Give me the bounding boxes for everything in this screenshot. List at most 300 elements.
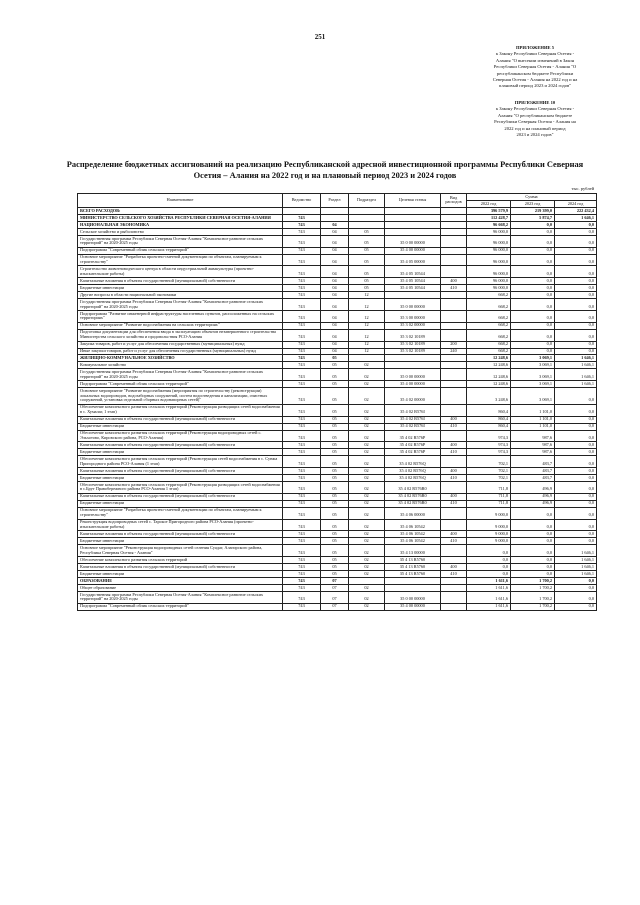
cell-2024: 0,0 [555,416,597,423]
cell-cs: 35 4 05 00000 [385,254,441,266]
cell-name: Обеспечение комплексного развития сельских территорий (Реконструкция сетей водоснабжения в с. Сунжа Пригородного района РСО-Алания (1 этап) [78,456,283,468]
cell-podrazdel: 02 [349,475,385,482]
cell-2024: 0,0 [555,475,597,482]
cell-2023: 987,6 [511,442,555,449]
appendix-line: плановый период 2023 и 2024 годов" [498,83,572,89]
cell-2022: 668,2 [467,299,511,311]
cell-ved: 743 [283,430,321,442]
table-row [78,404,597,416]
cell-ved [283,207,321,214]
cell-ved: 743 [283,449,321,456]
cell-2024: 0,0 [555,235,597,247]
appendix-line: Республики Северная Осетия - Алания на [494,119,576,125]
cell-razdel: 04 [321,348,349,355]
cell-cs: 35 3 02 00000 [385,322,441,329]
cell-2024: 1 646,1 [555,214,597,221]
cell-2022: 0,0 [467,564,511,571]
table-row [78,592,597,604]
appendix-5-header [470,45,600,90]
cell-2024: 0,0 [555,430,597,442]
cell-2022: 3 248,6 [467,388,511,405]
cell-2022: 702,1 [467,468,511,475]
table-row [78,329,597,341]
cell-name: Государственная программа Республики Северная Осетия-Алания "Комплексное развитие сельских территорий" на 2020-2025 годы [78,299,283,311]
col-rz-header: Раздел [321,194,349,208]
appendix-line: 2023 и 2024 годов" [516,132,554,138]
cell-vr [441,310,467,322]
cell-2023: 0,0 [511,519,555,531]
cell-cs: 35 4 06 10542 [385,531,441,538]
cell-cs: 35 4 02 R576R0 [385,493,441,500]
appendix-line: к Закону Республики Северная Осетия - [495,51,575,57]
cell-name: МИНИСТЕРСТВО СЕЛЬСКОГО ХОЗЯЙСТВА РЕСПУБЛИКИ СЕВЕРНАЯ ОСЕТИЯ-АЛАНИЯ [78,214,283,221]
cell-vr [441,266,467,278]
cell-2024: 0,0 [555,292,597,299]
cell-vr [441,482,467,494]
col-2023-header: 2023 год [511,200,555,207]
cell-razdel: 07 [321,585,349,592]
cell-cs: 35 4 02 R576P [385,430,441,442]
appendix-line: Северная Осетия - Алания на 2022 год и на [492,77,578,83]
cell-2024: 0,0 [555,341,597,348]
cell-razdel: 04 [321,278,349,285]
table-row [78,507,597,519]
cell-ved: 743 [283,292,321,299]
cell-2024: 0,0 [555,531,597,538]
cell-podrazdel: 12 [349,348,385,355]
cell-name: Капитальные вложения в объекты государственной (муниципальной) собственности [78,278,283,285]
cell-ved: 743 [283,254,321,266]
cell-2024: 0,0 [555,449,597,456]
cell-name: Коммунальное хозяйство [78,362,283,369]
table-row [78,355,597,362]
cell-2023: 987,6 [511,430,555,442]
cell-2022: 711,8 [467,500,511,507]
cell-cs: 35 3 02 10189 [385,348,441,355]
cell-name: Капитальные вложения в объекты государственной (муниципальной) собственности [78,416,283,423]
cell-ved: 743 [283,578,321,585]
cell-cs: 35 4 00 00000 [385,603,441,610]
cell-razdel: 05 [321,362,349,369]
cell-razdel: 05 [321,404,349,416]
cell-2022: 12 248,6 [467,381,511,388]
cell-2022: 96 000,0 [467,278,511,285]
cell-ved: 743 [283,456,321,468]
cell-2024: 0,0 [555,299,597,311]
cell-2023: 1 700,2 [511,592,555,604]
cell-2023: 483,7 [511,468,555,475]
cell-ved: 743 [283,214,321,221]
cell-name: Сельское хозяйство и рыболовство [78,228,283,235]
cell-podrazdel: 02 [349,404,385,416]
cell-podrazdel: 12 [349,310,385,322]
cell-cs: 35 4 05 10544 [385,285,441,292]
table-row [78,603,597,610]
cell-razdel: 04 [321,221,349,228]
cell-vr: 410 [441,571,467,578]
cell-vr: 400 [441,493,467,500]
cell-razdel: 05 [321,564,349,571]
cell-name: Капитальные вложения в объекты государственной (муниципальной) собственности [78,564,283,571]
table-row [78,381,597,388]
cell-2023: 0,0 [511,507,555,519]
cell-podrazdel [349,578,385,585]
cell-2024: 0,0 [555,322,597,329]
cell-2024: 0,0 [555,278,597,285]
cell-podrazdel: 02 [349,449,385,456]
cell-podrazdel: 02 [349,585,385,592]
cell-2023: 0,0 [511,322,555,329]
cell-razdel: 05 [321,493,349,500]
cell-2024: 0,0 [555,482,597,494]
cell-2022: 668,2 [467,292,511,299]
table-row [78,247,597,254]
cell-podrazdel: 02 [349,564,385,571]
cell-ved: 743 [283,404,321,416]
cell-ved: 743 [283,585,321,592]
cell-razdel: 05 [321,381,349,388]
table-row [78,456,597,468]
cell-razdel: 04 [321,235,349,247]
cell-2022: 668,2 [467,341,511,348]
appendix-line: Республики Северная Осетия - Алания "О [493,64,577,70]
table-row [78,482,597,494]
cell-2022: 1 611,6 [467,592,511,604]
cell-cs: 35 4 02 R576Q [385,456,441,468]
cell-2023: 0,0 [511,571,555,578]
cell-2022: 96 668,2 [467,221,511,228]
cell-podrazdel: 02 [349,381,385,388]
appendix-line: республиканском бюджете Республики [496,70,574,76]
cell-razdel: 05 [321,456,349,468]
cell-name: Основное мероприятие "Развитие водоснабжения на сельских территориях" [78,322,283,329]
cell-2022: 396 579,9 [467,207,511,214]
cell-razdel: 05 [321,482,349,494]
cell-2023: 0,0 [511,235,555,247]
cell-ved: 743 [283,531,321,538]
appendix-line: 2022 год и на плановый период [504,125,566,131]
cell-razdel: 05 [321,449,349,456]
cell-ved: 743 [283,228,321,235]
table-row [78,468,597,475]
cell-2022: 1 611,6 [467,578,511,585]
cell-2023: 0,0 [511,247,555,254]
cell-razdel: 04 [321,254,349,266]
appendix-line: Алания "О республиканском бюджете [497,112,573,118]
cell-2022: 9 000,0 [467,531,511,538]
cell-razdel: 04 [321,228,349,235]
table-row [78,266,597,278]
cell-name: Обеспечение комплексного развития сельских территорий [78,557,283,564]
cell-vr [441,355,467,362]
cell-razdel: 05 [321,538,349,545]
cell-ved: 743 [283,381,321,388]
cell-podrazdel: 02 [349,416,385,423]
cell-name: Закупка товаров, работ и услуг для обеспечения государственных (муниципальных) нужд [78,341,283,348]
cell-cs: 35 4 02 R576P [385,449,441,456]
cell-ved: 743 [283,266,321,278]
cell-2024: 1 646,1 [555,571,597,578]
cell-ved: 743 [283,362,321,369]
cell-cs [385,214,441,221]
cell-podrazdel: 05 [349,254,385,266]
cell-podrazdel: 05 [349,285,385,292]
cell-podrazdel: 02 [349,456,385,468]
table-row [78,348,597,355]
cell-podrazdel: 12 [349,299,385,311]
cell-2024: 0,0 [555,266,597,278]
cell-ved: 743 [283,299,321,311]
cell-2022: 860,4 [467,423,511,430]
cell-razdel: 04 [321,247,349,254]
cell-vr: 410 [441,475,467,482]
cell-razdel: 05 [321,369,349,381]
cell-ved: 743 [283,468,321,475]
cell-cs: 35 0 00 00000 [385,369,441,381]
cell-vr [441,254,467,266]
cell-ved: 743 [283,564,321,571]
table-row [78,221,597,228]
cell-2024: 1 646,1 [555,545,597,557]
cell-2022: 1 611,6 [467,585,511,592]
units-label: тыс. рублей [571,186,594,191]
cell-name: Обеспечение комплексного развития сельских территорий (Реконструкция разводящих сетей водоснабжения в с.Брут Правобережного района РСО-Алания 1 этап) [78,482,283,494]
cell-2023: 496,9 [511,500,555,507]
cell-razdel: 05 [321,468,349,475]
cell-2023: 3 069,1 [511,388,555,405]
cell-podrazdel: 05 [349,247,385,254]
cell-2022: 702,1 [467,456,511,468]
cell-name: Иные закупки товаров, работ и услуг для обеспечения государственных (муниципальных) нужд [78,348,283,355]
cell-name: Другие вопросы в области национальной экономики [78,292,283,299]
cell-razdel: 05 [321,442,349,449]
cell-ved: 743 [283,423,321,430]
cell-2024: 0,0 [555,603,597,610]
cell-2022: 12 248,6 [467,355,511,362]
cell-2022: 96 000,0 [467,228,511,235]
cell-2022: 96 000,0 [467,285,511,292]
cell-2023: 496,9 [511,493,555,500]
cell-2024: 0,0 [555,507,597,519]
cell-razdel [321,214,349,221]
cell-vr [441,299,467,311]
cell-2024: 0,0 [555,228,597,235]
cell-cs: 35 4 13 R5760 [385,557,441,564]
cell-2022: 9 000,0 [467,538,511,545]
cell-vr [441,507,467,519]
cell-vr [441,235,467,247]
cell-2024: 0,0 [555,254,597,266]
table-row [78,228,597,235]
table-row [78,493,597,500]
cell-2022: 96 000,0 [467,235,511,247]
cell-name: Подготовка документации для обеспечения ввода в эксплуатацию объектов незавершенного строительства Министерства сельского хозяйства и продовольствия РСО-Алания [78,329,283,341]
cell-cs: 35 0 00 00000 [385,592,441,604]
cell-name: Подпрограмма "Современный облик сельских территорий" [78,381,283,388]
cell-2022: 1 611,6 [467,603,511,610]
table-row [78,388,597,405]
table-row [78,423,597,430]
cell-vr [441,519,467,531]
cell-vr: 400 [441,468,467,475]
cell-ved: 743 [283,603,321,610]
cell-name: Основное мероприятие "Реконструкция водопроводных сетей селения Суадаг, Алагирского района, Республика Северная Осетия - Алания" [78,545,283,557]
cell-2023: 0,0 [511,545,555,557]
cell-podrazdel [349,214,385,221]
cell-vr: 400 [441,416,467,423]
appendix-10-header [470,100,600,138]
cell-vr [441,207,467,214]
cell-razdel: 04 [321,299,349,311]
cell-vr [441,369,467,381]
cell-podrazdel: 12 [349,292,385,299]
table-row [78,362,597,369]
cell-cs: 35 4 13 R5760 [385,564,441,571]
cell-2023: 496,9 [511,482,555,494]
cell-2023: 1 700,2 [511,578,555,585]
cell-vr [441,430,467,442]
cell-cs [385,355,441,362]
table-row [78,285,597,292]
cell-ved: 743 [283,310,321,322]
col-vr-header: Вид расходов [441,194,467,208]
cell-2022: 12 248,6 [467,362,511,369]
cell-podrazdel: 02 [349,423,385,430]
cell-2022: 974,3 [467,449,511,456]
cell-cs [385,585,441,592]
cell-vr [441,404,467,416]
cell-2024: 0,0 [555,404,597,416]
cell-name: ВСЕГО РАСХОДОВ: [78,207,283,214]
cell-2023: 0,0 [511,278,555,285]
cell-cs: 35 4 06 10542 [385,519,441,531]
cell-name: Бюджетные инвестиции [78,475,283,482]
cell-podrazdel: 02 [349,369,385,381]
appendix-line: ПРИЛОЖЕНИЕ 10 [514,100,556,105]
cell-2023: 483,7 [511,456,555,468]
appendix-line: ПРИЛОЖЕНИЕ 5 [515,45,555,50]
cell-podrazdel: 05 [349,278,385,285]
cell-2023: 1 101,0 [511,416,555,423]
cell-razdel [321,207,349,214]
cell-2023: 5 874,7 [511,214,555,221]
cell-ved: 743 [283,519,321,531]
table-row [78,571,597,578]
cell-2024: 0,0 [555,348,597,355]
cell-2022: 974,3 [467,430,511,442]
table-row [78,578,597,585]
cell-cs: 35 4 02 R576I [385,404,441,416]
table-row [78,538,597,545]
cell-vr [441,578,467,585]
cell-2024: 0,0 [555,585,597,592]
cell-2023: 3 069,1 [511,362,555,369]
cell-razdel: 05 [321,545,349,557]
cell-podrazdel [349,221,385,228]
cell-2023: 0,0 [511,341,555,348]
cell-vr: 410 [441,449,467,456]
cell-name: Капитальные вложения в объекты государственной (муниципальной) собственности [78,468,283,475]
cell-ved: 743 [283,348,321,355]
cell-2023: 0,0 [511,292,555,299]
cell-vr [441,603,467,610]
table-row [78,254,597,266]
cell-2024: 0,0 [555,456,597,468]
cell-name: Реконструкция водопроводных сетей с. Тарское Пригородного района РСО-Алания (проектно-изыскательские работы) [78,519,283,531]
cell-2024: 0,0 [555,519,597,531]
cell-cs: 35 4 13 00000 [385,545,441,557]
cell-2022: 702,1 [467,475,511,482]
cell-ved: 743 [283,329,321,341]
cell-2023: 0,0 [511,557,555,564]
cell-ved: 743 [283,500,321,507]
cell-razdel: 04 [321,285,349,292]
cell-cs: 35 4 02 R576Q [385,475,441,482]
cell-cs: 35 4 05 10544 [385,278,441,285]
cell-vr [441,322,467,329]
cell-razdel: 05 [321,423,349,430]
cell-podrazdel: 02 [349,519,385,531]
cell-name: Бюджетные инвестиции [78,571,283,578]
cell-name: Капитальные вложения в объекты государственной (муниципальной) собственности [78,531,283,538]
cell-podrazdel: 02 [349,362,385,369]
cell-razdel: 04 [321,292,349,299]
cell-2024: 0,0 [555,388,597,405]
cell-2022: 668,2 [467,322,511,329]
cell-name: Общее образование [78,585,283,592]
cell-cs: 35 0 00 00000 [385,235,441,247]
cell-2023: 987,6 [511,449,555,456]
cell-razdel: 05 [321,531,349,538]
table-row [78,557,597,564]
cell-podrazdel [349,355,385,362]
cell-name: Подпрограмма "Развитие инженерной инфраструктуры населенных пунктов, расположенных на сельских территориях" [78,310,283,322]
cell-podrazdel: 02 [349,531,385,538]
cell-2024: 0,0 [555,423,597,430]
cell-2022: 96 000,0 [467,247,511,254]
table-row [78,214,597,221]
cell-cs: 35 4 02 00000 [385,388,441,405]
cell-vr: 400 [441,564,467,571]
appendix-line: Алания "О внесении изменений в Закон [495,57,575,63]
cell-podrazdel: 12 [349,322,385,329]
appendix-line: к Закону Республики Северная Осетия - [495,106,575,112]
cell-2024: 1 646,1 [555,355,597,362]
cell-cs: 35 4 02 R576I [385,423,441,430]
table-row [78,369,597,381]
cell-vr [441,592,467,604]
cell-2022: 9 000,0 [467,507,511,519]
cell-name: Основное мероприятие "Разработка проектно-сметной документации по объектам, планируемым к строительству" [78,507,283,519]
cell-podrazdel: 05 [349,266,385,278]
cell-2023: 1 101,0 [511,404,555,416]
cell-ved: 743 [283,442,321,449]
cell-cs: 35 4 00 00000 [385,381,441,388]
table-row [78,500,597,507]
cell-ved: 743 [283,369,321,381]
cell-ved: 743 [283,538,321,545]
cell-vr [441,557,467,564]
table-row [78,519,597,531]
cell-cs: 35 3 02 10189 [385,329,441,341]
cell-2024: 0,0 [555,285,597,292]
cell-2022: 0,0 [467,545,511,557]
cell-2023: 0,0 [511,538,555,545]
cell-podrazdel [349,207,385,214]
cell-razdel: 05 [321,416,349,423]
cell-ved: 743 [283,475,321,482]
cell-2023: 0,0 [511,310,555,322]
